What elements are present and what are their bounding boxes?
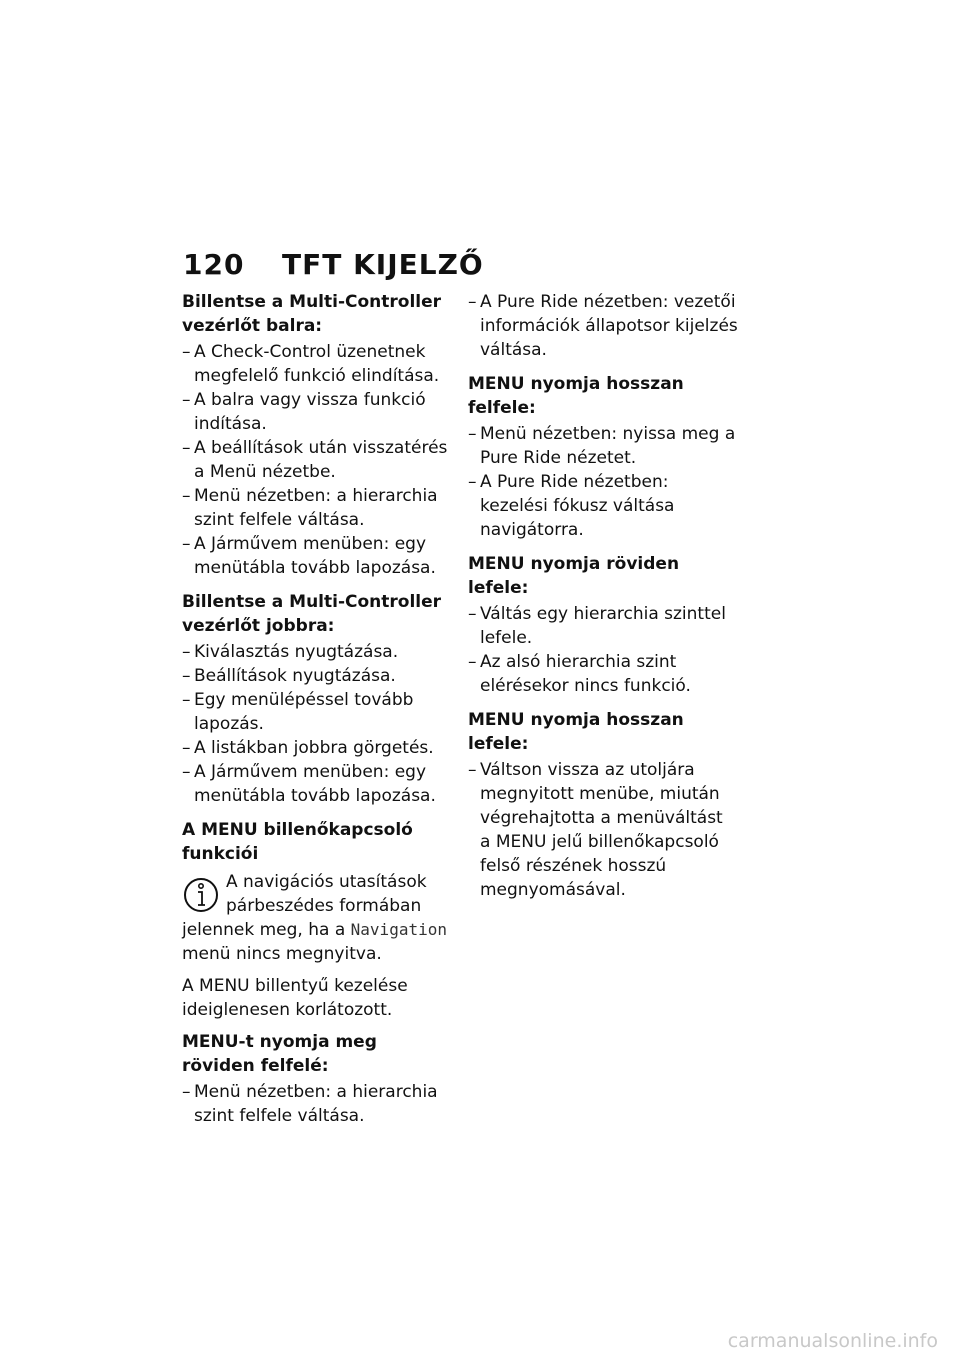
section-heading: MENU nyomja hosszan felfele: bbox=[468, 374, 684, 418]
bullet-list bbox=[468, 602, 738, 698]
info-icon bbox=[182, 874, 220, 914]
bullet-list bbox=[468, 758, 738, 902]
list-item: – Váltás egy hierarchia szinttel lefele. bbox=[468, 602, 738, 650]
section-heading: A MENU billenőkapcsoló funkciói bbox=[182, 820, 413, 864]
list-item: – A Pure Ride nézetben: kezelési fókusz váltása navigátorra. bbox=[468, 470, 738, 542]
info-note bbox=[182, 870, 454, 966]
left-column bbox=[182, 290, 454, 1138]
list-item: – Menü nézetben: a hierarchia szint felfele váltása. bbox=[182, 1080, 454, 1128]
list-item: – Menü nézetben: a hierarchia szint felfele váltása. bbox=[182, 484, 454, 532]
bullet-list bbox=[468, 422, 738, 542]
section-heading: MENU nyomja hosszan lefele: bbox=[468, 710, 684, 754]
list-item: – A beállítások után visszatérés a Menü nézetbe. bbox=[182, 436, 454, 484]
list-item: – A Check-Control üzenetnek megfelelő funkció elindítása. bbox=[182, 340, 454, 388]
bullet-list bbox=[182, 340, 454, 580]
bullet-list bbox=[182, 1080, 454, 1128]
section-heading: MENU-t nyomja meg röviden felfelé: bbox=[182, 1032, 377, 1076]
watermark: carmanualsonline.info bbox=[727, 1330, 938, 1352]
section-heading: Billentse a Multi-Controller vezérlőt balra: bbox=[182, 292, 442, 336]
list-item: – Váltson vissza az utoljára megnyitott menübe, miután végrehajtotta a menüváltást a MENU jelű billenőkapcsoló felső részének hosszú megnyomásával. bbox=[468, 758, 738, 902]
note-text bbox=[182, 870, 454, 966]
list-item: – A balra vagy vissza funkció indítása. bbox=[182, 388, 454, 436]
list-item: – A listákban jobbra görgetés. bbox=[182, 736, 454, 760]
right-column bbox=[468, 290, 738, 912]
list-item: – Egy menülépéssel tovább lapozás. bbox=[182, 688, 454, 736]
list-item: – Beállítások nyugtázása. bbox=[182, 664, 454, 688]
list-item: – A Járművem menüben: egy menütábla tovább lapozása. bbox=[182, 532, 454, 580]
note-text-pre: A navigációs utasítások párbeszédes formában jelennek meg, ha a bbox=[182, 872, 427, 940]
list-item: – Menü nézetben: nyissa meg a Pure Ride nézetet. bbox=[468, 422, 738, 470]
section-heading: MENU nyomja röviden lefele: bbox=[468, 554, 680, 598]
list-item: – Az alsó hierarchia szint elérésekor nincs funkció. bbox=[468, 650, 738, 698]
bullet-list bbox=[182, 640, 454, 808]
list-item: – Kiválasztás nyugtázása. bbox=[182, 640, 454, 664]
section-heading: Billentse a Multi-Controller vezérlőt jobbra: bbox=[182, 592, 442, 636]
chapter-title: TFT KIJELZŐ bbox=[282, 248, 484, 281]
page-number: 120 bbox=[183, 248, 245, 281]
navigation-menu-name: Navigation bbox=[350, 920, 447, 939]
note-text-post: menü nincs megnyitva. bbox=[182, 944, 382, 964]
bullet-list bbox=[468, 290, 738, 362]
list-item: – A Járművem menüben: egy menütábla tovább lapozása. bbox=[182, 760, 454, 808]
paragraph: A MENU billentyű kezelése ideiglenesen korlátozott. bbox=[182, 976, 408, 1020]
list-item: – A Pure Ride nézetben: vezetői információk állapotsor kijelzés váltása. bbox=[468, 290, 738, 362]
